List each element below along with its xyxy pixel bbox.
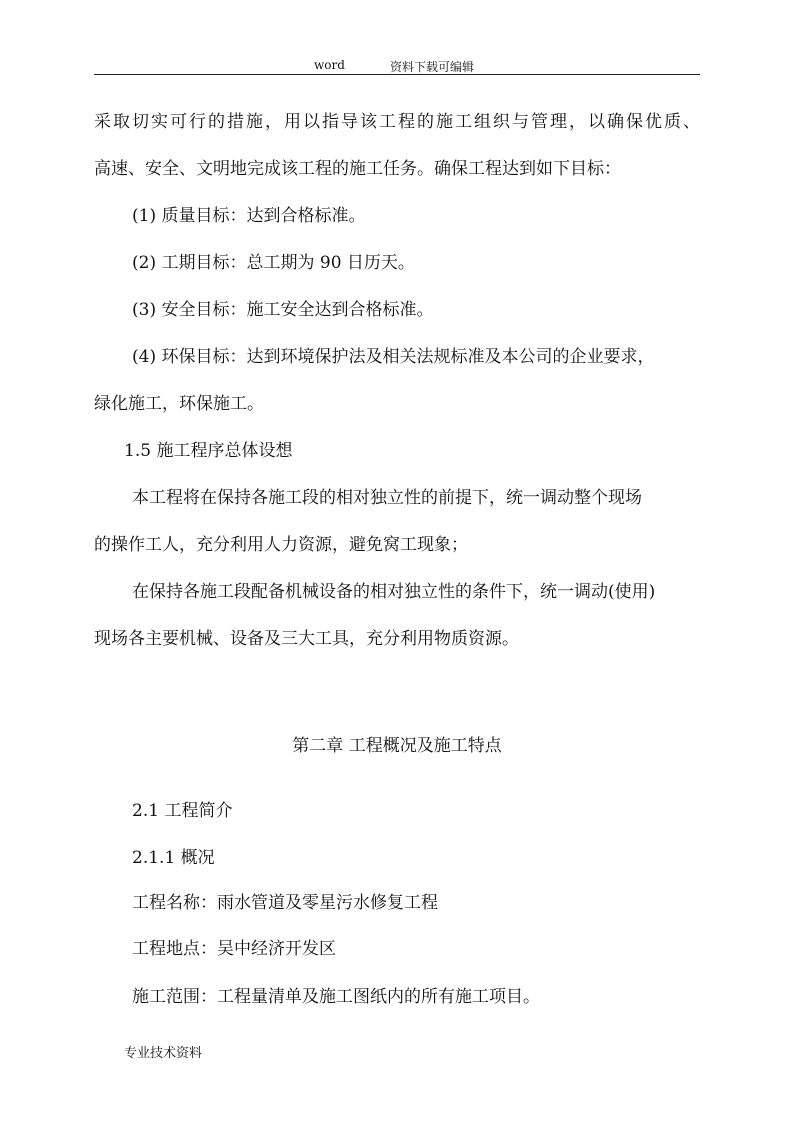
page-header <box>94 56 700 75</box>
paragraph-line: 绿化施工，环保施工。 <box>94 394 264 414</box>
section-heading-1-5: 1.5 施工程序总体设想 <box>124 441 293 461</box>
project-scope: 施工范围：工程量清单及施工图纸内的所有施工项目。 <box>132 987 540 1007</box>
goal-environment: (4) 环保目标：达到环境保护法及相关法规标准及本公司的企业要求， <box>132 347 655 367</box>
paragraph-line: 的操作工人，充分利用人力资源，避免窝工现象； <box>94 535 468 555</box>
goal-schedule: (2) 工期目标：总工期为 90 日历天。 <box>132 253 415 273</box>
paragraph-line: 高速、安全、文明地完成该工程的施工任务。确保工程达到如下目标： <box>94 159 621 179</box>
goal-quality: (1) 质量目标：达到合格标准。 <box>132 206 366 226</box>
project-name: 工程名称：雨水管道及零星污水修复工程 <box>132 893 438 913</box>
chapter-title: 第二章 工程概况及施工特点 <box>292 736 502 756</box>
header-note: 资料下载可编辑 <box>390 60 475 74</box>
paragraph-line: 采取切实可行的措施，用以指导该工程的施工组织与管理，以确保优质、 <box>94 112 700 132</box>
header-word: word <box>314 58 345 72</box>
page-footer: 专业技术资料 <box>124 1046 203 1061</box>
paragraph-line: 现场各主要机械、设备及三大工具，充分利用物质资源。 <box>94 629 519 649</box>
section-heading-2-1-1: 2.1.1 概况 <box>132 848 215 868</box>
goal-safety: (3) 安全目标：施工安全达到合格标准。 <box>132 300 434 320</box>
paragraph-line: 在保持各施工段配备机械设备的相对独立性的条件下，统一调动(使用) <box>132 582 656 602</box>
project-location: 工程地点：吴中经济开发区 <box>132 939 336 959</box>
paragraph-line: 本工程将在保持各施工段的相对独立性的前提下，统一调动整个现场 <box>132 488 642 508</box>
section-heading-2-1: 2.1 工程简介 <box>132 801 233 821</box>
